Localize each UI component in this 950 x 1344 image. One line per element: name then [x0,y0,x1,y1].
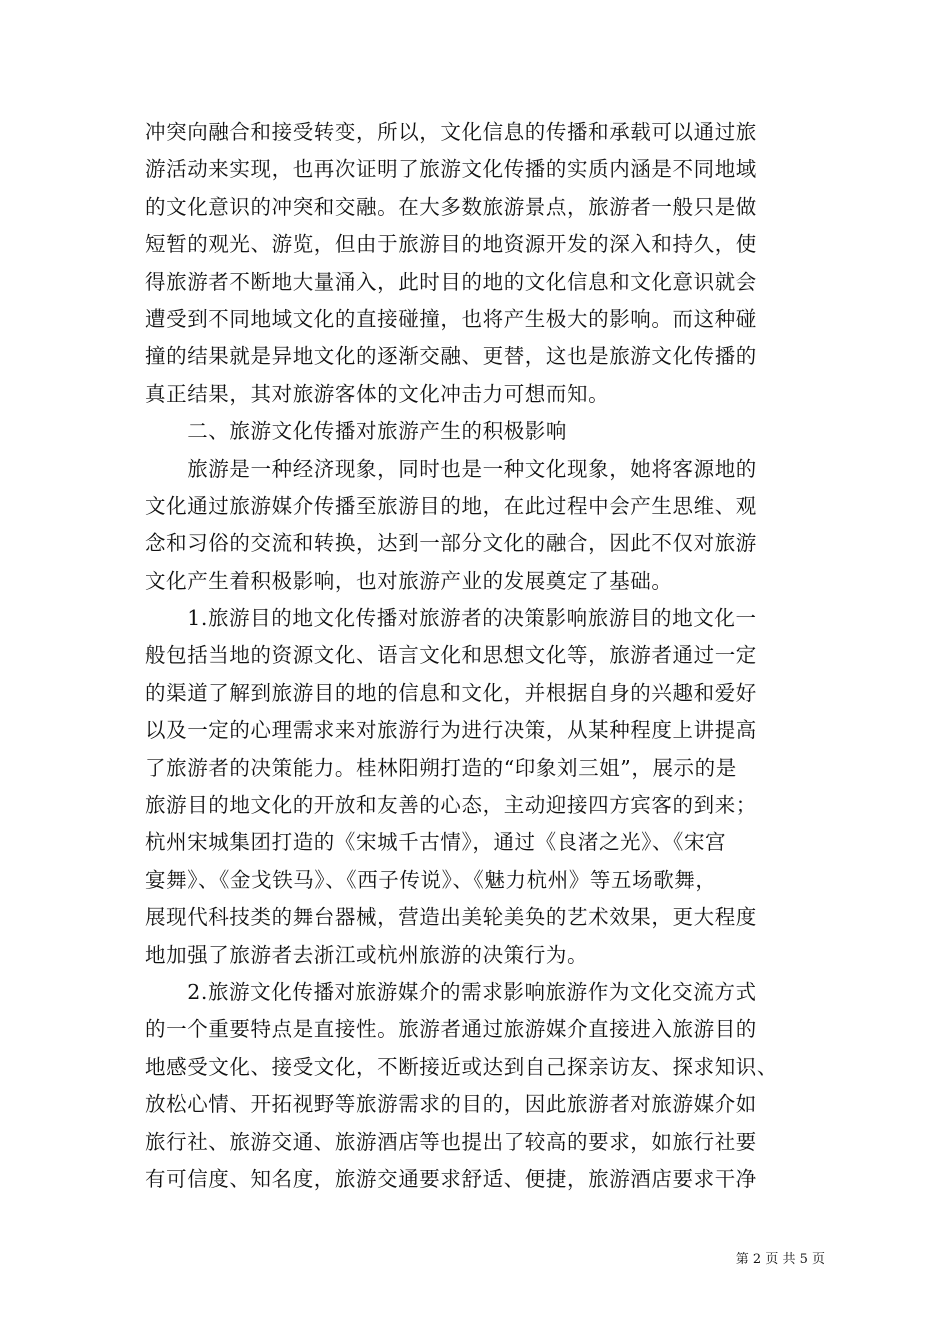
text-line: 遭受到不同地域文化的直接碰撞，也将产生极大的影响。而这种碰 [145,306,757,331]
section-heading: 二、旅游文化传播对旅游产生的积极影响 [145,419,567,444]
text-line: 杭州宋城集团打造的《宋城千古情》，通过《良渚之光》、《宋宫 [145,830,727,855]
text-line: 1.旅游目的地文化传播对旅游者的决策影响旅游目的地文化一 [145,606,757,631]
text-line: 旅游目的地文化的开放和友善的心态，主动迎接四方宾客的到来； [145,793,757,818]
text-line: 2.旅游文化传播对旅游媒介的需求影响旅游作为文化交流方式 [145,979,757,1004]
text-line: 文化通过旅游媒介传播至旅游目的地，在此过程中会产生思维、观 [145,493,757,518]
text-line: 旅游是一种经济现象，同时也是一种文化现象，她将客源地的 [145,456,757,481]
text-line: 念和习俗的交流和转换，达到一部分文化的融合，因此不仅对旅游 [145,531,757,556]
text-line: 以及一定的心理需求来对旅游行为进行决策，从某种程度上讲提高 [145,718,757,743]
page-number-footer: 第 2 页 共 5 页 [735,1252,825,1267]
text-line: 真正结果，其对旅游客体的文化冲击力可想而知。 [145,381,610,406]
document-body [145,114,825,1198]
text-line: 得旅游者不断地大量涌入，此时目的地的文化信息和文化意识就会 [145,269,757,294]
text-line: 冲突向融合和接受转变，所以，文化信息的传播和承载可以通过旅 [145,120,757,144]
text-line: 撞的结果就是异地文化的逐渐交融、更替，这也是旅游文化传播的 [145,344,757,369]
text-line: 宴舞》、《金戈铁马》、《西子传说》、《魅力杭州》等五场歌舞， [145,867,717,892]
text-line: 般包括当地的资源文化、语言文化和思想文化等，旅游者通过一定 [145,643,757,668]
text-line: 展现代科技类的舞台器械，营造出美轮美奂的艺术效果，更大程度 [145,905,757,930]
text-line: 地感受文化、接受文化，不断接近或达到自己探亲访友、探求知识、 [145,1054,778,1079]
text-line: 了旅游者的决策能力。桂林阳朔打造的“印象刘三姐”，展示的是 [145,755,737,780]
text-line: 游活动来实现，也再次证明了旅游文化传播的实质内涵是不同地域 [145,157,757,182]
text-line: 短暂的观光、游览，但由于旅游目的地资源开发的深入和持久，使 [145,232,757,257]
text-line: 放松心情、开拓视野等旅游需求的目的，因此旅游者对旅游媒介如 [145,1092,757,1117]
text-line: 有可信度、知名度，旅游交通要求舒适、便捷，旅游酒店要求干净 [145,1166,757,1191]
text-line: 的文化意识的冲突和交融。在大多数旅游景点，旅游者一般只是做 [145,194,757,219]
text-line: 文化产生着积极影响，也对旅游产业的发展奠定了基础。 [145,568,673,593]
text-line: 的渠道了解到旅游目的地的信息和文化，并根据自身的兴趣和爱好 [145,680,757,705]
text-line: 的一个重要特点是直接性。旅游者通过旅游媒介直接进入旅游目的 [145,1017,757,1042]
text-line: 地加强了旅游者去浙江或杭州旅游的决策行为。 [145,942,589,967]
text-line: 旅行社、旅游交通、旅游酒店等也提出了较高的要求，如旅行社要 [145,1129,757,1154]
